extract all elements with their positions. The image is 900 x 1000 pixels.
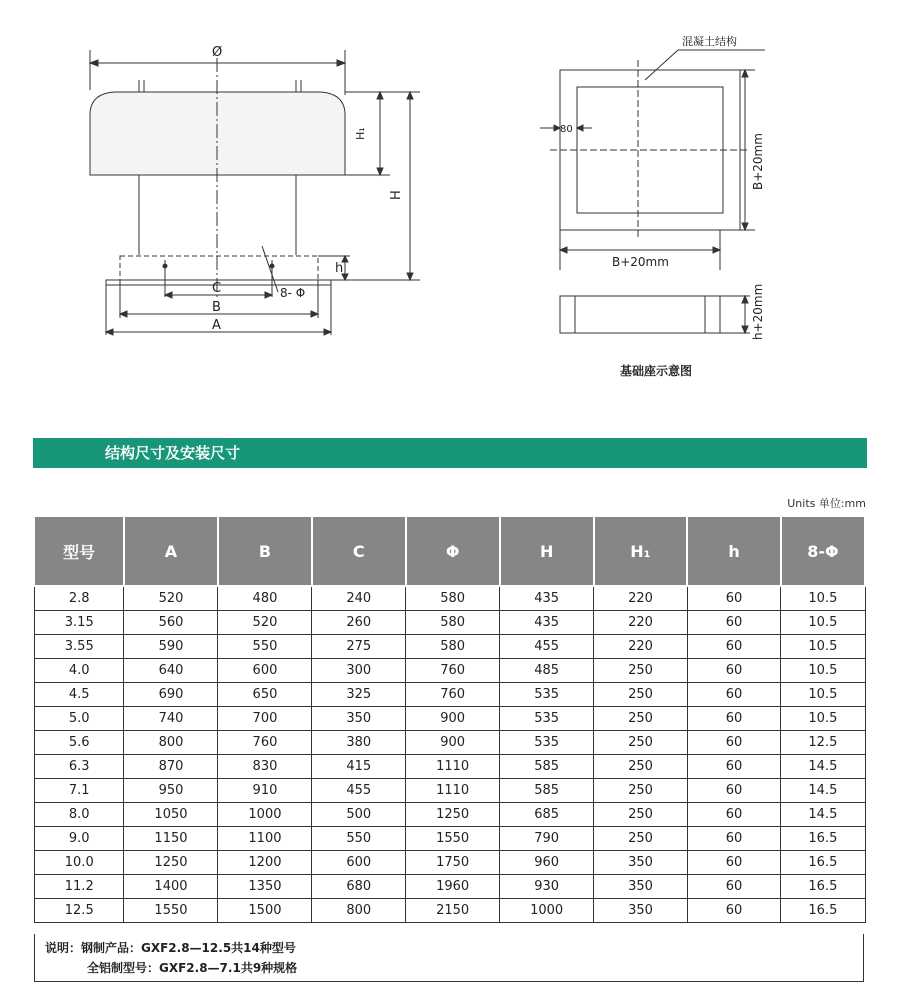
table-cell: 250 bbox=[594, 755, 688, 779]
table-cell: 500 bbox=[312, 803, 406, 827]
table-cell: 580 bbox=[406, 635, 500, 659]
table-cell: 14.5 bbox=[781, 803, 865, 827]
table-cell: 60 bbox=[687, 635, 780, 659]
table-cell: 600 bbox=[218, 659, 312, 683]
table-cell: 680 bbox=[312, 875, 406, 899]
table-cell: 3.15 bbox=[35, 611, 124, 635]
table-cell: 10.5 bbox=[781, 659, 865, 683]
table-cell: 350 bbox=[312, 707, 406, 731]
table-row bbox=[35, 683, 866, 707]
table-cell: 60 bbox=[687, 803, 780, 827]
table-cell: 220 bbox=[594, 586, 688, 611]
table-cell: 380 bbox=[312, 731, 406, 755]
table-cell: 600 bbox=[312, 851, 406, 875]
table-row bbox=[35, 635, 866, 659]
table-cell: 5.6 bbox=[35, 731, 124, 755]
table-cell: 14.5 bbox=[781, 755, 865, 779]
table-cell: 800 bbox=[124, 731, 218, 755]
table-cell: 7.1 bbox=[35, 779, 124, 803]
table-cell: 220 bbox=[594, 635, 688, 659]
table-cell: 60 bbox=[687, 731, 780, 755]
table-cell: 1200 bbox=[218, 851, 312, 875]
small-h-label: h bbox=[335, 261, 344, 276]
table-cell: 1960 bbox=[406, 875, 500, 899]
table-cell: 60 bbox=[687, 779, 780, 803]
table-cell: 1750 bbox=[406, 851, 500, 875]
column-header: h bbox=[687, 516, 780, 586]
table-row bbox=[35, 611, 866, 635]
table-cell: 535 bbox=[500, 731, 594, 755]
section-title-banner bbox=[33, 438, 867, 468]
dim-80-label: 80 bbox=[560, 124, 573, 135]
table-cell: 60 bbox=[687, 683, 780, 707]
column-header: B bbox=[218, 516, 312, 586]
a-label: A bbox=[212, 318, 221, 333]
table-cell: 275 bbox=[312, 635, 406, 659]
table-cell: 790 bbox=[500, 827, 594, 851]
table-row bbox=[35, 827, 866, 851]
table-cell: 480 bbox=[218, 586, 312, 611]
note-line-1: 说明：钢制产品：GXF2.8—12.5共14种型号 bbox=[45, 941, 296, 955]
table-cell: 930 bbox=[500, 875, 594, 899]
table-cell: 250 bbox=[594, 803, 688, 827]
table-cell: 650 bbox=[218, 683, 312, 707]
units-note: Units 单位:mm bbox=[787, 497, 866, 510]
phi-label: Ø bbox=[212, 45, 223, 60]
column-header: C bbox=[312, 516, 406, 586]
table-cell: 250 bbox=[594, 827, 688, 851]
table-cell: 550 bbox=[312, 827, 406, 851]
table-cell: 550 bbox=[218, 635, 312, 659]
table-cell: 800 bbox=[312, 899, 406, 923]
table-header-row bbox=[35, 516, 866, 586]
table-cell: 870 bbox=[124, 755, 218, 779]
column-header: 8-Φ bbox=[781, 516, 865, 586]
dimension-table bbox=[34, 515, 866, 923]
table-cell: 1050 bbox=[124, 803, 218, 827]
table-row bbox=[35, 659, 866, 683]
table-cell: 250 bbox=[594, 779, 688, 803]
table-cell: 10.5 bbox=[781, 586, 865, 611]
table-cell: 760 bbox=[218, 731, 312, 755]
table-cell: 260 bbox=[312, 611, 406, 635]
table-row bbox=[35, 803, 866, 827]
table-cell: 1550 bbox=[124, 899, 218, 923]
table-cell: 685 bbox=[500, 803, 594, 827]
table-cell: 12.5 bbox=[781, 731, 865, 755]
table-row bbox=[35, 851, 866, 875]
c-label: C bbox=[212, 281, 222, 296]
table-cell: 1110 bbox=[406, 755, 500, 779]
hole-label: 8- Φ bbox=[280, 286, 306, 300]
table-cell: 60 bbox=[687, 827, 780, 851]
fan-dimension-drawing bbox=[0, 0, 450, 350]
table-cell: 250 bbox=[594, 683, 688, 707]
table-cell: 960 bbox=[500, 851, 594, 875]
table-cell: 485 bbox=[500, 659, 594, 683]
table-cell: 560 bbox=[124, 611, 218, 635]
table-cell: 4.0 bbox=[35, 659, 124, 683]
table-cell: 16.5 bbox=[781, 875, 865, 899]
table-cell: 415 bbox=[312, 755, 406, 779]
table-cell: 60 bbox=[687, 611, 780, 635]
concrete-structure-label: 混凝土结构 bbox=[682, 35, 737, 48]
column-header: H₁ bbox=[594, 516, 688, 586]
table-cell: 585 bbox=[500, 755, 594, 779]
table-cell: 1250 bbox=[124, 851, 218, 875]
table-cell: 1550 bbox=[406, 827, 500, 851]
table-cell: 250 bbox=[594, 731, 688, 755]
table-cell: 10.0 bbox=[35, 851, 124, 875]
depth-dim-label: h+20mm bbox=[751, 283, 765, 340]
table-cell: 240 bbox=[312, 586, 406, 611]
table-cell: 10.5 bbox=[781, 611, 865, 635]
table-cell: 350 bbox=[594, 875, 688, 899]
table-row bbox=[35, 755, 866, 779]
table-cell: 435 bbox=[500, 611, 594, 635]
column-header: 型号 bbox=[35, 516, 124, 586]
table-cell: 60 bbox=[687, 659, 780, 683]
table-cell: 1400 bbox=[124, 875, 218, 899]
note-line-2: 全铝制型号：GXF2.8—7.1共9种规格 bbox=[87, 961, 298, 975]
base-diagram-caption: 基础座示意图 bbox=[620, 364, 693, 378]
table-cell: 590 bbox=[124, 635, 218, 659]
table-cell: 700 bbox=[218, 707, 312, 731]
table-cell: 580 bbox=[406, 586, 500, 611]
table-cell: 910 bbox=[218, 779, 312, 803]
table-cell: 900 bbox=[406, 731, 500, 755]
table-cell: 60 bbox=[687, 755, 780, 779]
section-title: 结构尺寸及安装尺寸 bbox=[105, 444, 241, 462]
table-cell: 1500 bbox=[218, 899, 312, 923]
h1-label: H₁ bbox=[354, 127, 367, 140]
table-cell: 1000 bbox=[500, 899, 594, 923]
table-cell: 520 bbox=[218, 611, 312, 635]
table-cell: 60 bbox=[687, 586, 780, 611]
h-label: H bbox=[389, 190, 404, 200]
width-dim-label: B+20mm bbox=[612, 255, 669, 269]
table-cell: 10.5 bbox=[781, 683, 865, 707]
table-cell: 2150 bbox=[406, 899, 500, 923]
table-cell: 690 bbox=[124, 683, 218, 707]
table-cell: 435 bbox=[500, 586, 594, 611]
table-cell: 16.5 bbox=[781, 851, 865, 875]
table-cell: 1110 bbox=[406, 779, 500, 803]
table-cell: 455 bbox=[312, 779, 406, 803]
table-cell: 580 bbox=[406, 611, 500, 635]
table-cell: 250 bbox=[594, 659, 688, 683]
table-cell: 60 bbox=[687, 875, 780, 899]
table-cell: 535 bbox=[500, 683, 594, 707]
table-cell: 900 bbox=[406, 707, 500, 731]
table-cell: 10.5 bbox=[781, 635, 865, 659]
table-cell: 11.2 bbox=[35, 875, 124, 899]
table-cell: 60 bbox=[687, 899, 780, 923]
table-cell: 950 bbox=[124, 779, 218, 803]
table-cell: 250 bbox=[594, 707, 688, 731]
table-row bbox=[35, 707, 866, 731]
table-cell: 14.5 bbox=[781, 779, 865, 803]
table-row bbox=[35, 875, 866, 899]
column-header: H bbox=[500, 516, 594, 586]
table-cell: 640 bbox=[124, 659, 218, 683]
table-cell: 5.0 bbox=[35, 707, 124, 731]
table-cell: 16.5 bbox=[781, 899, 865, 923]
table-row bbox=[35, 586, 866, 611]
table-row bbox=[35, 731, 866, 755]
table-cell: 6.3 bbox=[35, 755, 124, 779]
table-cell: 4.5 bbox=[35, 683, 124, 707]
table-cell: 350 bbox=[594, 851, 688, 875]
table-cell: 350 bbox=[594, 899, 688, 923]
height-dim-label: B+20mm bbox=[751, 133, 765, 190]
table-cell: 2.8 bbox=[35, 586, 124, 611]
table-cell: 1150 bbox=[124, 827, 218, 851]
base-foundation-diagram bbox=[520, 0, 820, 390]
table-cell: 520 bbox=[124, 586, 218, 611]
table-cell: 830 bbox=[218, 755, 312, 779]
table-cell: 8.0 bbox=[35, 803, 124, 827]
table-cell: 60 bbox=[687, 707, 780, 731]
table-row bbox=[35, 899, 866, 923]
table-cell: 12.5 bbox=[35, 899, 124, 923]
table-note bbox=[34, 934, 864, 982]
table-cell: 740 bbox=[124, 707, 218, 731]
table-cell: 1350 bbox=[218, 875, 312, 899]
table-cell: 300 bbox=[312, 659, 406, 683]
table-cell: 325 bbox=[312, 683, 406, 707]
table-cell: 535 bbox=[500, 707, 594, 731]
column-header: A bbox=[124, 516, 218, 586]
column-header: Φ bbox=[406, 516, 500, 586]
table-cell: 1100 bbox=[218, 827, 312, 851]
table-body bbox=[35, 586, 866, 923]
table-cell: 585 bbox=[500, 779, 594, 803]
table-cell: 760 bbox=[406, 659, 500, 683]
table-cell: 60 bbox=[687, 851, 780, 875]
table-cell: 16.5 bbox=[781, 827, 865, 851]
table-cell: 455 bbox=[500, 635, 594, 659]
table-cell: 1000 bbox=[218, 803, 312, 827]
table-row bbox=[35, 779, 866, 803]
table-cell: 10.5 bbox=[781, 707, 865, 731]
table-cell: 9.0 bbox=[35, 827, 124, 851]
table-cell: 1250 bbox=[406, 803, 500, 827]
table-cell: 220 bbox=[594, 611, 688, 635]
table-cell: 3.55 bbox=[35, 635, 124, 659]
table-cell: 760 bbox=[406, 683, 500, 707]
b-label: B bbox=[212, 300, 221, 315]
